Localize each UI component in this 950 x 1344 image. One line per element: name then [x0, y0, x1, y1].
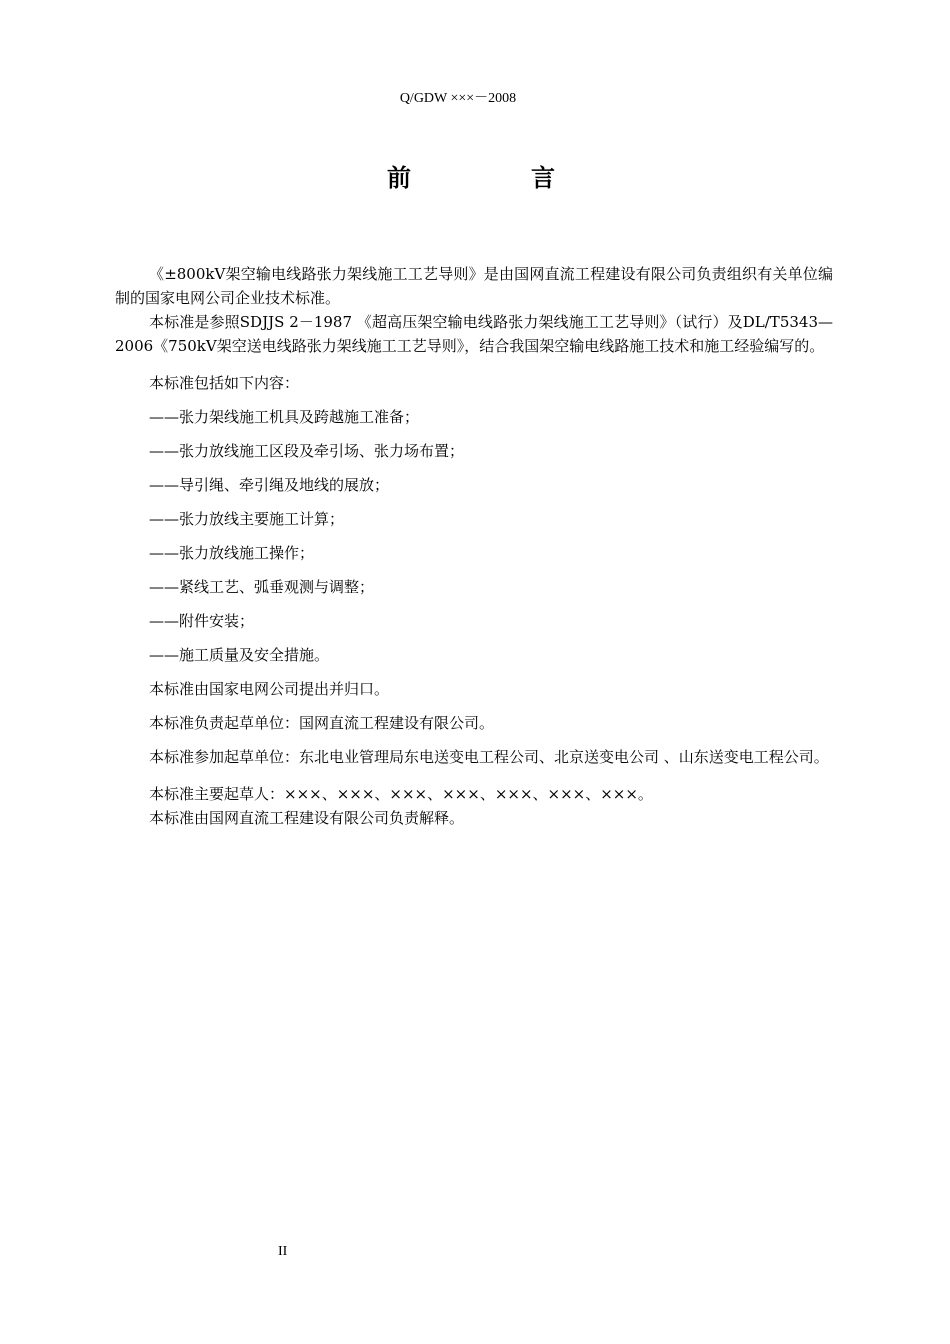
- contents-item: ——附件安装；: [149, 612, 255, 630]
- contents-intro: 本标准包括如下内容：: [149, 374, 300, 392]
- main-drafter-unit: 本标准负责起草单位：国网直流工程建设有限公司。: [149, 714, 495, 732]
- proposer-statement: 本标准由国家电网公司提出并归口。: [149, 680, 390, 698]
- drafters: 本标准主要起草人：×××、×××、×××、×××、×××、×××、×××。: [149, 785, 653, 803]
- contents-section: [115, 366, 833, 774]
- contents-item: ——施工质量及安全措施。: [149, 646, 330, 664]
- participating-units: 本标准参加起草单位：东北电业管理局东电送变电工程公司、北京送变电公司 、山东送变电工程公司。: [149, 748, 829, 766]
- contents-item: ——张力放线主要施工计算；: [149, 510, 345, 528]
- page-number: II: [278, 1244, 288, 1259]
- paragraph-reference: 本标准是参照SDJJS 2－1987 《超高压架空输电线路张力架线施工工艺导则》（试行）及DL/T5343—2006《750kV架空送电线路张力架线施工工艺导则》，结合我国架空输电线路施工技术和施工经验编写的。: [115, 313, 833, 355]
- contents-item: ——导引绳、牵引绳及地线的展放；: [149, 476, 390, 494]
- paragraph-intro: 《±800kV架空输电线路张力架线施工工艺导则》是由国网直流工程建设有限公司负责组织有关单位编制的国家电网公司企业技术标准。: [115, 265, 833, 307]
- contents-item: ——张力架线施工机具及跨越施工准备；: [149, 408, 420, 426]
- page-title: 前 言: [387, 164, 603, 192]
- contents-item: ——张力放线施工区段及牵引场、张力场布置；: [149, 442, 465, 460]
- document-code-header: Q/GDW ×××－2008: [399, 91, 517, 106]
- contents-item: ——张力放线施工操作；: [149, 544, 315, 562]
- interpretation-statement: 本标准由国网直流工程建设有限公司负责解释。: [149, 809, 465, 827]
- contents-item: ——紧线工艺、弧垂观测与调整；: [149, 578, 375, 596]
- preface-body: [115, 262, 833, 830]
